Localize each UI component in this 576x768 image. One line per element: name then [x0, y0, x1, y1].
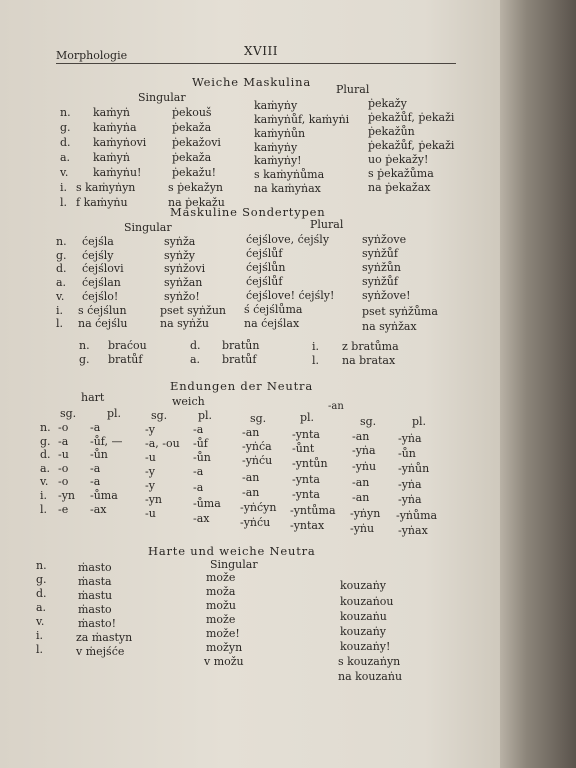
form: v ṁejśće	[76, 645, 125, 658]
case-label: a.	[60, 151, 71, 164]
ending: -yn	[58, 489, 76, 502]
ending: -a	[193, 465, 204, 478]
ending: -ůn	[193, 451, 211, 464]
form: pset syṅžun	[160, 304, 227, 317]
ending: -u	[145, 507, 156, 520]
form: na ṗekažax	[368, 181, 431, 194]
ending: -yṅu	[350, 522, 375, 535]
case-label: d.	[190, 339, 201, 352]
case-label: a.	[56, 276, 67, 289]
form: ćejślo!	[82, 290, 119, 303]
form: kaṁyṅovi	[93, 136, 147, 149]
ending: -yṅćyn	[240, 501, 277, 514]
form: s kaṁyṅůma	[254, 168, 325, 181]
header-pl: pl.	[198, 409, 213, 422]
form: ṗekažovi	[172, 136, 221, 149]
form: kaṁyṅůf, kaṁyṅi	[254, 113, 350, 126]
case-label: l.	[60, 196, 68, 209]
case-label: n.	[36, 559, 47, 572]
form: syṅžo!	[164, 290, 200, 303]
form: s kouzaṅyn	[338, 655, 401, 668]
ending: -a	[90, 475, 101, 488]
form: bratůf	[222, 353, 257, 366]
ending: -ůf, —	[90, 435, 123, 448]
case-label: i.	[60, 181, 68, 194]
form: ṁasto	[78, 561, 112, 574]
form: kouzaṅy	[340, 625, 387, 638]
case-label: l.	[312, 354, 320, 367]
header-pl: pl.	[300, 411, 315, 424]
form: na ćejślu	[78, 317, 128, 330]
form: možu	[206, 599, 236, 612]
form: syṅžove!	[362, 289, 411, 302]
ending: -yṅću	[240, 516, 271, 529]
section-title-endungen-der-neutra: Endungen der Neutra	[170, 379, 313, 393]
form: ćejślan	[82, 276, 121, 289]
form: kaṁyṅůn	[254, 127, 306, 140]
case-label: v.	[36, 615, 45, 628]
ending: -o	[58, 421, 69, 434]
case-label: i.	[56, 304, 64, 317]
case-label: n.	[40, 421, 51, 434]
label-singular: Singular	[210, 558, 258, 571]
case-label: n.	[56, 235, 67, 248]
form: ṁasta	[78, 575, 112, 588]
ending: -an	[242, 486, 260, 499]
page-number: XVIII	[244, 44, 278, 58]
label-singular: Singular	[124, 221, 172, 234]
form: ćejślůf	[246, 275, 283, 288]
section-title-weiche-maskulina: Weiche Maskulina	[192, 75, 312, 89]
label-plural: Plural	[310, 218, 344, 231]
ending: -ůn	[90, 448, 108, 461]
form: ṗekouš	[172, 106, 212, 119]
case-label: a.	[36, 601, 47, 614]
case-label: l.	[36, 643, 44, 656]
section-title-maskuline-sondertypen: Maskuline Sondertypen	[170, 205, 326, 219]
form: ćejślove! ćejśly!	[246, 289, 335, 302]
case-label: g.	[36, 573, 47, 586]
ending: -an	[242, 426, 260, 439]
form: bratůf	[108, 353, 143, 366]
form: kaṁyṅu!	[93, 166, 142, 179]
case-label: l.	[40, 503, 48, 516]
ending: -a	[90, 421, 101, 434]
form: bratůn	[222, 339, 260, 352]
ending: -yṅću	[242, 454, 273, 467]
case-label: i.	[40, 489, 48, 502]
ending: -yntůn	[292, 457, 328, 470]
ending: -a	[193, 423, 204, 436]
form: ṗekažy	[368, 97, 407, 110]
form: pset syṅžůma	[362, 305, 438, 318]
ending: -yṅax	[398, 524, 428, 537]
header-sg: sg.	[360, 415, 377, 428]
ending: -yṅa	[398, 478, 422, 491]
header-pl: pl.	[412, 415, 427, 428]
label-weich: weich	[172, 395, 205, 408]
label-hart: hart	[81, 391, 105, 404]
form: syṅžůf	[362, 247, 398, 260]
case-label: g.	[60, 121, 71, 134]
form: može!	[206, 627, 240, 640]
ending: -yṅća	[242, 440, 272, 453]
ending: -yṅůma	[396, 509, 438, 522]
ending: -a	[90, 462, 101, 475]
form: na syṅžu	[160, 317, 209, 330]
ending: -yṅa	[398, 493, 422, 506]
form: kouzaṅou	[340, 595, 394, 608]
ending: -ůma	[193, 497, 221, 510]
form: ćejślovi	[82, 262, 124, 275]
case-label: l.	[56, 317, 64, 330]
case-label: a.	[40, 462, 51, 475]
form: ćejśly	[82, 249, 114, 262]
section-title-harte-und-weiche-neutra: Harte und weiche Neutra	[148, 544, 316, 558]
ending: -an	[352, 491, 370, 504]
form: na bratax	[342, 354, 396, 367]
ending: -ynta	[292, 488, 320, 501]
ending: -o	[58, 475, 69, 488]
form: kaṁyṅ	[93, 106, 130, 119]
form: syṅžove	[362, 233, 407, 246]
case-label: n.	[60, 106, 71, 119]
header-pl: pl.	[107, 407, 122, 420]
ending: -an	[352, 476, 370, 489]
case-label: v.	[60, 166, 69, 179]
form: syṅža	[164, 235, 196, 248]
form: uo ṗekažy!	[368, 153, 429, 166]
form: syṅžovi	[164, 262, 206, 275]
case-label: v.	[40, 475, 49, 488]
form: ś ćejślůma	[244, 303, 303, 316]
ending: -u	[145, 451, 156, 464]
ending: -yn	[145, 493, 163, 506]
form: na ćejślax	[244, 317, 300, 330]
form: na ṗekažu	[168, 196, 225, 209]
form: v možu	[204, 655, 244, 668]
form: ṗekažůf, ṗekaži	[368, 139, 455, 152]
form: ṁasto	[78, 603, 112, 616]
case-label: n.	[79, 339, 90, 352]
ending: -yṅa	[398, 432, 422, 445]
form: kouzaṅy!	[340, 640, 391, 653]
form: ṁastu	[78, 589, 113, 602]
case-label: d.	[56, 262, 67, 275]
case-label: a.	[190, 353, 201, 366]
ending: -an	[242, 471, 260, 484]
page-edge	[500, 0, 576, 768]
ending: -ůf	[193, 437, 208, 450]
ending: -u	[58, 448, 69, 461]
case-label: i.	[312, 340, 320, 353]
form: syṅžan	[164, 276, 203, 289]
case-label: g.	[79, 353, 90, 366]
label-singular: Singular	[138, 91, 186, 104]
ending: -an	[352, 430, 370, 443]
form: kaṁyṅy	[254, 141, 298, 154]
form: na kaṁyṅax	[254, 182, 321, 195]
form: ṗekaža	[172, 121, 212, 134]
ending: -ynta	[292, 428, 320, 441]
form: ṁasto!	[78, 617, 117, 630]
form: ṗekažůn	[368, 125, 415, 138]
form: kouzaṅy	[340, 579, 387, 592]
ending: -a, -ou	[145, 437, 180, 450]
form: na syṅžax	[362, 320, 417, 333]
label-an: -an	[328, 401, 344, 412]
form: ćejśla	[82, 235, 114, 248]
form: syṅžůf	[362, 275, 398, 288]
form: kaṁyṅa	[93, 121, 137, 134]
ending: -yṅyn	[350, 507, 381, 520]
form: ṗekažu!	[172, 166, 217, 179]
form: syṅžy	[164, 249, 195, 262]
case-label: d.	[40, 448, 51, 461]
case-label: g.	[40, 435, 51, 448]
ending: -ůma	[90, 489, 118, 502]
ending: -yṅůn	[398, 462, 430, 475]
label-plural: Plural	[336, 83, 370, 96]
ending: -ax	[193, 512, 210, 525]
ending: -yṅa	[352, 444, 376, 457]
form: može	[206, 613, 236, 626]
header-sg: sg.	[151, 409, 168, 422]
form: može	[206, 571, 236, 584]
form: z bratůma	[342, 340, 399, 353]
ending: -e	[58, 503, 69, 516]
form: kaṁyṅy	[254, 99, 298, 112]
ending: -yṅu	[352, 460, 377, 473]
form: ćejślove, ćejśly	[246, 233, 330, 246]
ending: -ynta	[292, 473, 320, 486]
case-label: g.	[56, 249, 67, 262]
ending: -y	[145, 479, 155, 492]
form: s kaṁyṅyn	[76, 181, 136, 194]
form: s ṗekažůma	[368, 167, 434, 180]
ending: -a	[58, 435, 69, 448]
form: braćou	[108, 339, 147, 352]
form: s ṗekažyn	[168, 181, 224, 194]
form: za ṁastyn	[76, 631, 133, 644]
form: s ćejślun	[78, 304, 127, 317]
form: kaṁyṅy!	[254, 154, 302, 167]
ending: -o	[58, 462, 69, 475]
case-label: i.	[36, 629, 44, 642]
case-label: d.	[36, 587, 47, 600]
ending: -yntax	[290, 519, 325, 532]
form: moža	[206, 585, 236, 598]
ending: -ůn	[398, 447, 416, 460]
ending: -a	[193, 481, 204, 494]
form: kouzaṅu	[340, 610, 387, 623]
case-label: v.	[56, 290, 65, 303]
case-label: d.	[60, 136, 71, 149]
form: na kouzaṅu	[338, 670, 403, 683]
ending: -y	[145, 423, 155, 436]
ending: -ax	[90, 503, 107, 516]
ending: -yntůma	[290, 504, 336, 517]
form: možyn	[206, 641, 243, 654]
header-rule	[56, 63, 456, 64]
running-head: Morphologie	[56, 49, 128, 62]
ending: -ůnt	[292, 442, 315, 455]
form: f kaṁyṅu	[76, 196, 128, 209]
form: ṗekaža	[172, 151, 212, 164]
form: kaṁyṅ	[93, 151, 130, 164]
form: ćejślůn	[246, 261, 286, 274]
header-sg: sg.	[250, 412, 267, 425]
form: ćejślůf	[246, 247, 283, 260]
ending: -y	[145, 465, 155, 478]
header-sg: sg.	[60, 407, 77, 420]
form: ṗekažůf, ṗekaži	[368, 111, 455, 124]
form: syṅžůn	[362, 261, 401, 274]
